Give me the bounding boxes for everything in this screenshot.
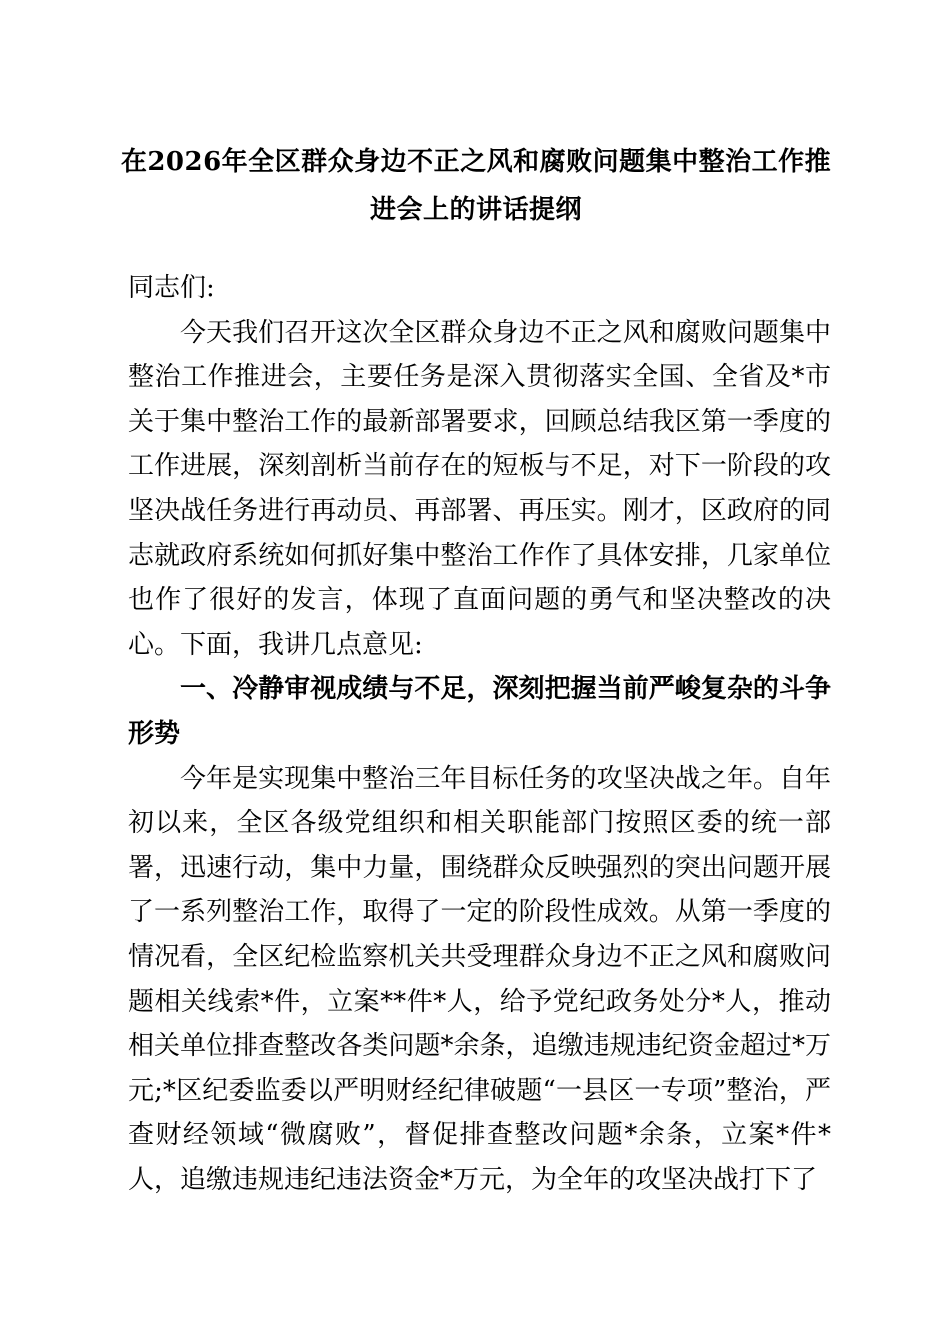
document-body [128, 266, 831, 1202]
salutation: 同志们: [128, 273, 215, 303]
intro-paragraph: 今天我们召开这次全区群众身边不正之风和腐败问题集中整治工作推进会，主要任务是深入贯彻落实全国、全省及*市关于集中整治工作的最新部署要求，回顾总结我区第一季度的工作进展，深刻剖析当前存在的短板与不足，对下一阶段的攻坚决战任务进行再动员、再部署、再压实。刚才，区政府的同志就政府系统如何抓好集中整治工作作了具体安排，几家单位也作了很好的发言，体现了直面问题的勇气和坚决整改的决心。下面，我讲几点意见: [128, 317, 831, 660]
section-heading: 一、冷静审视成绩与不足，深刻把握当前严峻复杂的斗争形势 [128, 674, 831, 749]
section-paragraph: 今年是实现集中整治三年目标任务的攻坚决战之年。自年初以来，全区各级党组织和相关职能部门按照区委的统一部署，迅速行动，集中力量，围绕群众反映强烈的突出问题开展了一系列整治工作，取得了一定的阶段性成效。从第一季度的情况看，全区纪检监察机关共受理群众身边不正之风和腐败问题相关线索*件，立案**件*人，给予党纪政务处分*人，推动相关单位排查整改各类问题*余条，追缴违规违纪资金超过*万元;*区纪委监委以严明财经纪律破题“一县区一专项”整治，严查财经领域“微腐败”，督促排查整改问题*余条，立案*件*人，追缴违规违纪违法资金*万元，为全年的攻坚决战打下了 [128, 763, 831, 1195]
document-title: 在2026年全区群众身边不正之风和腐败问题集中整治工作推进会上的讲话提纲 [120, 147, 832, 225]
